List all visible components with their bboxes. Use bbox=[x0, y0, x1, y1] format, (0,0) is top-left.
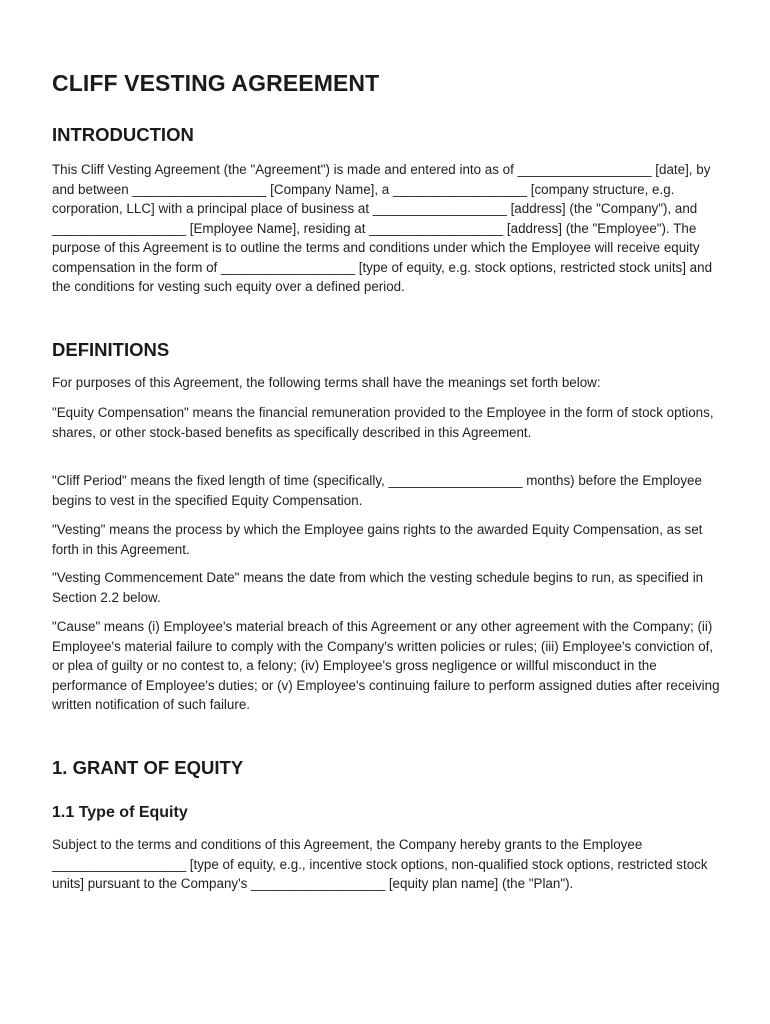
definitions-intro: For purposes of this Agreement, the following terms shall have the meanings set forth below: bbox=[52, 375, 601, 390]
definition-cliff-period: "Cliff Period" means the fixed length of time (specifically, __________________ months) before the Employee begins to vest in the specified Equity Compensation. bbox=[52, 473, 702, 508]
definition-cause: "Cause" means (i) Employee's material breach of this Agreement or any other agreement with the Company; (ii) Employee's material failure to comply with the Company's written policies or rules; (iii) Employee's conviction of, or plea of guilty or no contest to, a felony; (iv) Employee's gross negligence or willful misconduct in the performance of Employee's duties; or (v) Employee's continuing failure to perform assigned duties after receiving written notification of such failure. bbox=[52, 619, 720, 712]
type-of-equity-paragraph: Subject to the terms and conditions of this Agreement, the Company hereby grants to the Employee __________________ [type of equity, e.g., incentive stock options, non-qualified stock options, restricted stock units] pursuant to the Company's __________________ [equity plan name] (the "Plan"). bbox=[52, 837, 708, 891]
definition-equity-compensation: "Equity Compensation" means the financial remuneration provided to the Employee in the form of stock options, shares, or other stock-based benefits as specifically described in this Agreement. bbox=[52, 405, 714, 440]
definitions-heading: DEFINITIONS bbox=[52, 339, 170, 360]
document-title: CLIFF VESTING AGREEMENT bbox=[52, 70, 380, 96]
introduction-heading: INTRODUCTION bbox=[52, 124, 194, 145]
type-of-equity-heading: 1.1 Type of Equity bbox=[52, 804, 188, 821]
definition-vesting: "Vesting" means the process by which the Employee gains rights to the awarded Equity Compensation, as set forth in this Agreement. bbox=[52, 522, 703, 557]
introduction-paragraph: This Cliff Vesting Agreement (the "Agreement") is made and entered into as of __________________ [date], by and between __________________ [Company Name], a __________________ [company structure, e.g. corporation, LLC] with a principal place of business at __________________ [address] (the "Company"), and __________________ [Employee Name], residing at __________________ [address] (the "Employee"). The purpose of this Agreement is to outline the terms and conditions under which the Employee will receive equity compensation in the form of __________________ [type of equity, e.g. stock options, restricted stock units] and the conditions for vesting such equity over a defined period. bbox=[52, 162, 713, 294]
definition-vesting-commencement-date: "Vesting Commencement Date" means the date from which the vesting schedule begins to run, as specified in Section 2.2 below. bbox=[52, 570, 704, 605]
grant-of-equity-heading: 1. GRANT OF EQUITY bbox=[52, 757, 244, 778]
